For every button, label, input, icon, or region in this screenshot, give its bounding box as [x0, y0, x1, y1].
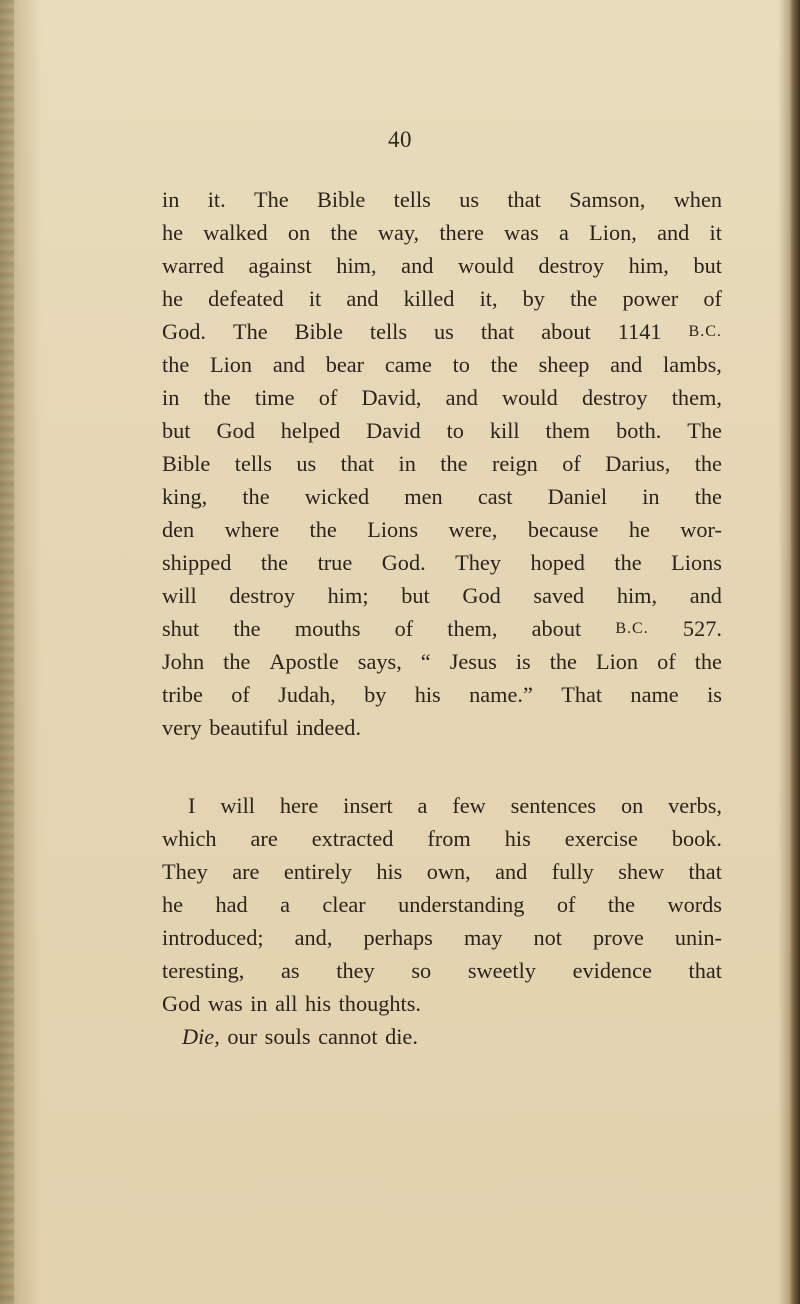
text-line: he had a clear understanding of the words: [162, 892, 722, 917]
text-line: will destroy him; but God saved him, and: [162, 583, 722, 608]
page-left-edge: [0, 0, 14, 1304]
text-line: which are extracted from his exercise book.: [162, 826, 722, 851]
text-line: den where the Lions were, because he wor-: [162, 517, 722, 542]
example-sentence: our souls cannot die.: [227, 1024, 418, 1049]
text-line: in the time of David, and would destroy them,: [162, 385, 722, 410]
text-line: warred against him, and would destroy him, but: [162, 253, 722, 278]
paragraph: [162, 789, 722, 1020]
text-line: teresting, as they so sweetly evidence that: [162, 958, 722, 983]
text-line: in it. The Bible tells us that Samson, when: [162, 187, 722, 212]
paragraph: [162, 183, 722, 744]
text-line: John the Apostle says, “ Jesus is the Lion of the: [162, 649, 722, 674]
text-line: introduced; and, perhaps may not prove unin-: [162, 925, 722, 950]
text-line: shipped the true God. They hoped the Lions: [162, 550, 722, 575]
example-line: [162, 1020, 722, 1053]
text-line: he defeated it and killed it, by the power of: [162, 286, 722, 311]
example-word: Die,: [182, 1024, 220, 1049]
text-line: he walked on the way, there was a Lion, and it: [162, 220, 722, 245]
body-text: [162, 183, 722, 1053]
text-line: Bible tells us that in the reign of Darius, the: [162, 451, 722, 476]
text-line: tribe of Judah, by his name.” That name is: [162, 682, 722, 707]
text-line: They are entirely his own, and fully shew that: [162, 859, 722, 884]
text-line: I will here insert a few sentences on verbs,: [188, 793, 722, 818]
page-number: 40: [388, 127, 412, 152]
text-line: shut the mouths of them, about B.C. 527.: [162, 616, 722, 641]
page-right-edge: [790, 0, 800, 1304]
text-line: very beautiful indeed.: [162, 715, 362, 740]
text-line: God was in all his thoughts.: [162, 991, 421, 1016]
text-line: the Lion and bear came to the sheep and lambs,: [162, 352, 722, 377]
text-line: God. The Bible tells us that about 1141 B.C.: [162, 319, 722, 344]
text-line: king, the wicked men cast Daniel in the: [162, 484, 722, 509]
text-line: but God helped David to kill them both. The: [162, 418, 722, 443]
